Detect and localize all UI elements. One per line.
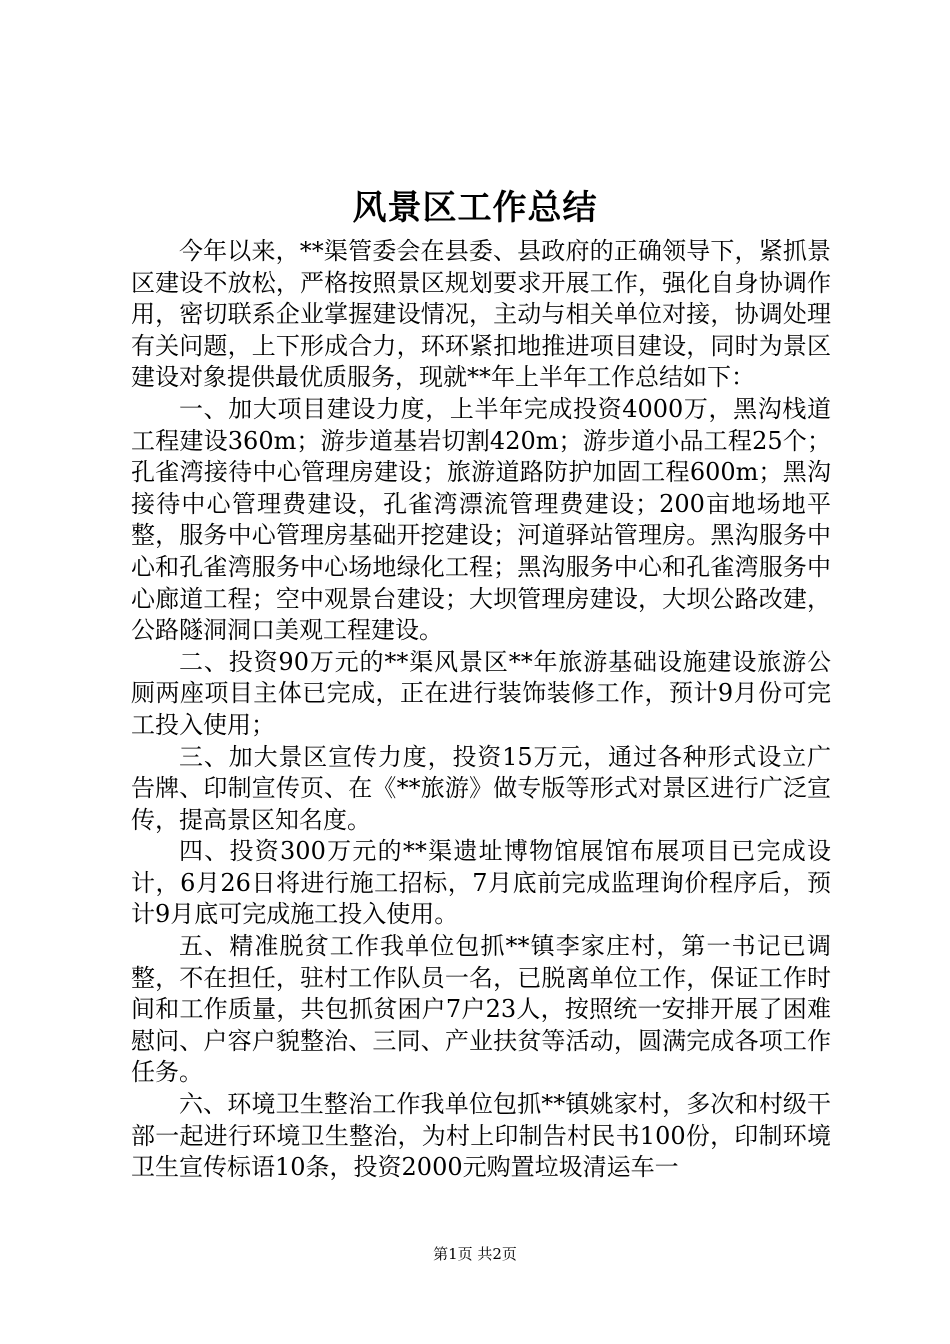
paragraph-item-3: 三、加大景区宣传力度，投资15万元，通过各种形式设立广告牌、印制宣传页、在《**旅游》做专版等形式对景区进行广泛宣传，提高景区知名度。 [131,742,831,834]
document-title: 风景区工作总结 [352,188,598,228]
paragraph-item-6: 六、环境卫生整治工作我单位包抓**镇姚家村，多次和村级干部一起进行环境卫生整治，为村上印制告村民书100份，印制环境卫生宣传标语10条，投资2000元购置垃圾清运车一 [131,1090,831,1182]
document-body [131,236,831,1184]
paragraph-item-4: 四、投资300万元的**渠遗址博物馆展馆布展项目已完成设计，6月26日将进行施工招标，7月底前完成监理询价程序后，预计9月底可完成施工投入使用。 [131,837,831,929]
paragraph-item-5: 五、精准脱贫工作我单位包抓**镇李家庄村，第一书记已调整，不在担任，驻村工作队员一名，已脱离单位工作，保证工作时间和工作质量，共包抓贫困户7户23人，按照统一安排开展了困难慰问、户容户貌整治、三同、产业扶贫等活动，圆满完成各项工作任务。 [131,932,831,1087]
paragraph-item-2: 二、投资90万元的**渠风景区**年旅游基础设施建设旅游公厕两座项目主体已完成，正在进行装饰装修工作，预计9月份可完工投入使用； [131,647,831,739]
paragraph-intro: 今年以来，**渠管委会在县委、县政府的正确领导下，紧抓景区建设不放松，严格按照景区规划要求开展工作，强化自身协调作用，密切联系企业掌握建设情况，主动与相关单位对接，协调处理有关问题，上下形成合力，环环紧扣地推进项目建设，同时为景区建设对象提供最优质服务，现就**年上半年工作总结如下： [131,237,831,392]
paragraph-item-1: 一、加大项目建设力度，上半年完成投资4000万，黑沟栈道工程建设360m；游步道基岩切割420m；游步道小品工程25个；孔雀湾接待中心管理房建设；旅游道路防护加固工程600m；黑沟接待中心管理费建设，孔雀湾漂流管理费建设；200亩地场地平整，服务中心管理房基础开挖建设；河道驿站管理房。黑沟服务中心和孔雀湾服务中心场地绿化工程；黑沟服务中心和孔雀湾服务中心廊道工程；空中观景台建设；大坝管理房建设，大坝公路改建，公路隧洞洞口美观工程建设。 [131,394,831,645]
page-number-footer: 第1页 共2页 [433,1245,517,1263]
